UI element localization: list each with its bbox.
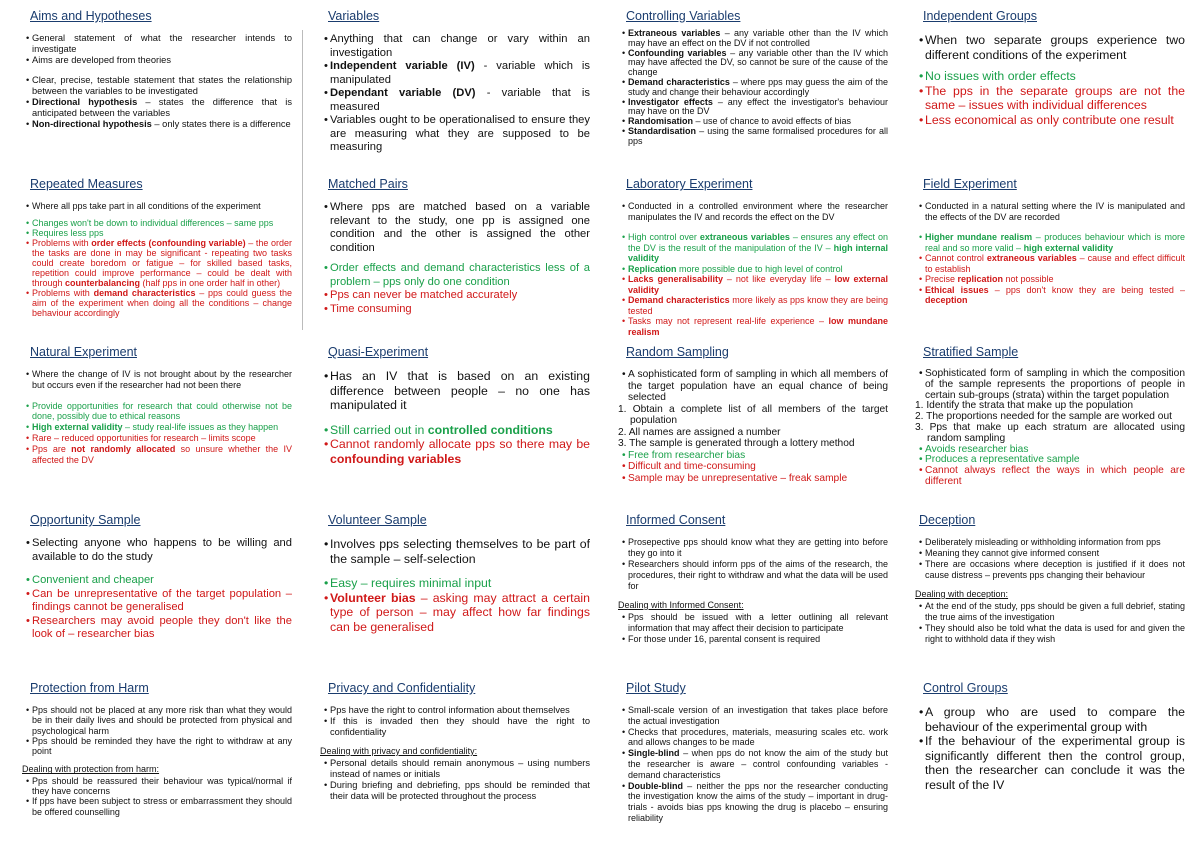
bullet: • Still carried out in controlled conditions: [320, 423, 590, 438]
bullet: • Free from researcher bias: [618, 450, 888, 462]
card-opportunity-sample: [22, 513, 292, 668]
bullet: • Time consuming: [320, 303, 590, 317]
card-pilot-study: [618, 681, 888, 843]
bullet: • When two separate groups experience two different conditions of the experiment: [915, 33, 1185, 62]
card-matched-pairs: [320, 177, 590, 335]
bullet: • Clear, precise, testable statement that states the relationship between the variables to be investigated: [22, 75, 292, 97]
bullet: • Problems with order effects (confounding variable) – the order the tasks are done in may be significant - repeating two tasks could create boredom or fatigue – for skilled based tasks, repetition could improve performance – could be dealt with through counterbalancing (half pps in one order half in other): [22, 238, 292, 288]
card-title: Field Experiment: [923, 177, 1017, 191]
card-privacy-confidentiality: [320, 681, 590, 843]
bullet: • Volunteer bias – asking may attract a certain type of person – may affect how far findings can be generalised: [320, 591, 590, 635]
bullet: • Sample may be unrepresentative – freak sample: [618, 473, 888, 485]
subheading: Dealing with privacy and confidentiality:: [320, 746, 478, 756]
bullet: • Standardisation – using the same formalised procedures for all pps: [618, 127, 888, 147]
card-laboratory-experiment: [618, 177, 888, 335]
bullet: • Has an IV that is based on an existing difference between people – no one has manipulated it: [320, 369, 590, 413]
bullet: • Less economical as only contribute one result: [915, 113, 1185, 128]
bullet: • Extraneous variables – any variable other than the IV which may have an effect on the DV if not controlled: [618, 29, 888, 49]
card-title: Matched Pairs: [328, 177, 408, 191]
bullet: • Conducted in a controlled environment where the researcher manipulates the IV and records the effect on the DV: [618, 201, 888, 222]
card-title: Volunteer Sample: [328, 513, 427, 527]
bullet: • At the end of the study, pps should be given a full debrief, stating the true aims of the investigation: [915, 601, 1185, 623]
bullet: • A group who are used to compare the behaviour of the experimental group with: [915, 705, 1185, 734]
bullet: • Cannot control extraneous variables – cause and effect difficult to establish: [915, 253, 1185, 274]
bullet: • Changes won't be down to individual differences – same pps: [22, 218, 292, 228]
bullet: • High control over extraneous variables – ensures any effect on the DV is the result of the manipulation of the IV – high internal validity: [618, 232, 888, 264]
bullet: • If this is invaded then they should have the right to confidentiality: [320, 716, 590, 738]
bullet: • Precise replication not possible: [915, 274, 1185, 285]
bullet: • Tasks may not represent real-life experience – low mundane realism: [618, 316, 888, 335]
card-title: Stratified Sample: [923, 345, 1019, 359]
bullet: • Demand characteristics more likely as pps know they are being tested: [618, 295, 888, 316]
bullet: • Anything that can change or vary within an investigation: [320, 33, 590, 60]
bullet: • Pps should not be placed at any more risk than what they would be in their daily lives and should be protected from physical and psychological harm: [22, 705, 292, 736]
card-title: Aims and Hypotheses: [30, 9, 152, 23]
card-quasi-experiment: [320, 345, 590, 503]
numbered-item: 2. All names are assigned a number: [618, 426, 781, 438]
card-title: Protection from Harm: [30, 681, 149, 695]
numbered-item: 3. The sample is generated through a lottery method: [618, 438, 855, 449]
bullet: • Provide opportunities for research that could otherwise not be done, possibly due to ethical reasons: [22, 401, 292, 423]
bullet: • Dependant variable (DV) - variable that is measured: [320, 87, 590, 114]
bullet: • Variables ought to be operationalised to ensure they are measuring what they are supposed to be measuring: [320, 114, 590, 155]
bullet: • Demand characteristics – where pps may guess the aim of the study and change their behaviour accordingly: [618, 78, 888, 98]
bullet: • Convenient and cheaper: [22, 574, 292, 588]
numbered-item: 3. Pps that make up each stratum are allocated using random sampling: [915, 421, 1185, 444]
card-title: Natural Experiment: [30, 345, 137, 359]
bullet: • If pps have been subject to stress or embarrassment they should be offered counselling: [22, 796, 292, 817]
bullet: • Pps should be issued with a letter outlining all relevant information that may affect their decision to participate: [618, 612, 888, 634]
bullet: • Involves pps selecting themselves to be part of the sample – self-selection: [320, 537, 590, 566]
bullet: • Small-scale version of an investigation that takes place before the actual investigation: [618, 705, 888, 727]
bullet: • Independent variable (IV) - variable which is manipulated: [320, 60, 590, 87]
bullet: • Pps should be reminded they have the right to withdraw at any point: [22, 736, 292, 757]
bullet: • Replication more possible due to high level of control: [618, 264, 888, 275]
card-independent-groups: [915, 9, 1185, 164]
card-natural-experiment: [22, 345, 292, 503]
bullet: • Where pps are matched based on a variable relevant to the study, one pp is assigned one condition and the other is assigned the other condition: [320, 201, 590, 255]
card-title: Deception: [919, 513, 976, 527]
bullet: • High external validity – study real-life issues as they happen: [22, 422, 292, 433]
bullet: • Directional hypothesis – states the difference that is anticipated between the variables: [22, 97, 292, 119]
bullet: • Selecting anyone who happens to be willing and available to do the study: [22, 537, 292, 564]
bullet: • Higher mundane realism – produces behaviour which is more real and so more valid – high external validity: [915, 232, 1185, 253]
bullet: • Where the change of IV is not brought about by the researcher but occurs even if the researcher had not been there: [22, 369, 292, 391]
bullet: • Requires less pps: [22, 228, 292, 238]
bullet: • Prosepective pps should know what they are getting into before they go into it: [618, 537, 888, 559]
bullet: • Pps can never be matched accurately: [320, 289, 590, 303]
bullet: • Order effects and demand characteristics less of a problem – pps only do one condition: [320, 262, 590, 289]
card-title: Control Groups: [923, 681, 1008, 695]
bullet: • Researchers may avoid people they don't like the look of – researcher bias: [22, 615, 292, 642]
bullet: • Double-blind – neither the pps nor the researcher conducting the investigation know the aims of the study – important in drug-trials - avoids bias pps knowing the drug is placebo – ensuring reliability: [618, 781, 888, 824]
bullet: • Where all pps take part in all conditions of the experiment: [22, 201, 292, 211]
bullet: • During briefing and debriefing, pps should be reminded that their data will be protected throughout the process: [320, 780, 590, 802]
bullet: • Pps should be reassured their behaviour was typical/normal if they have concerns: [22, 776, 292, 797]
bullet: • Checks that procedures, materials, measuring scales etc. work and allows changes to be made: [618, 727, 888, 749]
bullet: • Cannot always reflect the ways in which people are different: [915, 466, 1185, 488]
card-title: Informed Consent: [626, 513, 726, 527]
card-title: Privacy and Confidentiality: [328, 681, 476, 695]
card-title: Laboratory Experiment: [626, 177, 753, 191]
bullet: • Problems with demand characteristics – pps could guess the aim of the experiment when doing all the conditions – change behaviour accordingly: [22, 288, 292, 318]
bullet: • The pps in the separate groups are not the same – issues with individual differences: [915, 84, 1185, 113]
card-title: Variables: [328, 9, 380, 23]
bullet: • Deliberately misleading or withholding information from pps: [915, 537, 1185, 548]
card-title: Independent Groups: [923, 9, 1037, 23]
card-aims-hypotheses: [22, 9, 292, 164]
bullet: • Personal details should remain anonymous – using numbers instead of names or initials: [320, 758, 590, 780]
subheading: Dealing with Informed Consent:: [618, 600, 744, 610]
bullet: • No issues with order effects: [915, 69, 1185, 84]
card-stratified-sample: [915, 345, 1185, 503]
bullet: • There are occasions where deception is justified if it does not cause distress – prevents pps changing their behaviour: [915, 559, 1185, 581]
column-divider: [302, 30, 303, 200]
bullet: • Produces a representative sample: [915, 455, 1185, 466]
bullet: • Confounding variables – any variable other than the IV which may have affected the DV, so cannot be sure of the cause of the change: [618, 49, 888, 78]
bullet: • Researchers should inform pps of the aims of the research, the procedures, their right to withdraw and what the data will be used for: [618, 559, 888, 592]
bullet: • Rare – reduced opportunities for research – limits scope: [22, 433, 292, 444]
card-controlling-variables: [618, 9, 888, 164]
bullet: • Pps have the right to control information about themselves: [320, 705, 590, 716]
subheading: Dealing with protection from harm:: [22, 764, 160, 775]
numbered-item: 1. Identify the strata that make up the population: [915, 400, 1134, 412]
bullet: • If the behaviour of the experimental group is significantly different then the control group, then the researcher can conclude it was the result of the IV: [915, 734, 1185, 792]
card-control-groups: [915, 681, 1185, 843]
bullet: • Easy – requires minimal input: [320, 576, 590, 591]
bullet: • For those under 16, parental consent is required: [618, 634, 888, 645]
bullet: • General statement of what the researcher intends to investigate: [22, 33, 292, 55]
card-title: Quasi-Experiment: [328, 345, 429, 359]
bullet: • Pps are not randomly allocated so unsure whether the IV affected the DV: [22, 444, 292, 466]
bullet: • Meaning they cannot give informed consent: [915, 548, 1185, 559]
bullet: • Can be unrepresentative of the target population – findings cannot be generalised: [22, 588, 292, 615]
card-title: Opportunity Sample: [30, 513, 141, 527]
card-informed-consent: [618, 513, 888, 668]
card-protection-from-harm: [22, 681, 292, 843]
bullet: • Difficult and time-consuming: [618, 461, 888, 473]
bullet: • Sophisticated form of sampling in which the composition of the sample represents the proportions of people in certain sub-groups (strata) within the target population: [915, 369, 1185, 401]
bullet: • Single-blind – when pps do not know the aim of the study but the researcher is aware – control confounding variables - demand characteristics: [618, 748, 888, 780]
bullet: • Cannot randomly allocate pps so there may be confounding variables: [320, 437, 590, 466]
bullet: • Ethical issues – pps don't know they are being tested – deception: [915, 285, 1185, 306]
bullet: • Non-directional hypothesis – only states there is a difference: [22, 119, 292, 130]
bullet: • Investigator effects – any effect the investigator's behaviour may have on the DV: [618, 98, 888, 118]
card-field-experiment: [915, 177, 1185, 335]
bullet: • A sophisticated form of sampling in which all members of the target population have an equal chance of being selected: [618, 369, 888, 404]
card-title: Random Sampling: [626, 345, 729, 359]
card-title: Repeated Measures: [30, 177, 143, 191]
card-deception: [915, 513, 1185, 668]
card-variables: [320, 9, 590, 164]
bullet: • Conducted in a natural setting where the IV is manipulated and the effects of the DV are recorded: [915, 201, 1185, 222]
numbered-item: 1. Obtain a complete list of all members of the target population: [618, 403, 888, 426]
card-volunteer-sample: [320, 513, 590, 668]
bullet: • Avoids researcher bias: [915, 445, 1185, 456]
card-repeated-measures: [22, 177, 292, 335]
bullet: • They should also be told what the data is used for and given the right to withhold data if they wish: [915, 623, 1185, 645]
numbered-item: 2. The proportions needed for the sample are worked out: [915, 411, 1172, 423]
bullet: • Randomisation – use of chance to avoid effects of bias: [618, 117, 888, 127]
column-divider: [302, 200, 303, 330]
card-title: Pilot Study: [626, 681, 686, 695]
bullet: • Aims are developed from theories: [22, 55, 292, 66]
bullet: • Lacks generalisability – not like everyday life – low external validity: [618, 274, 888, 295]
card-random-sampling: [618, 345, 888, 503]
card-title: Controlling Variables: [626, 9, 741, 23]
subheading: Dealing with deception:: [915, 589, 1009, 599]
